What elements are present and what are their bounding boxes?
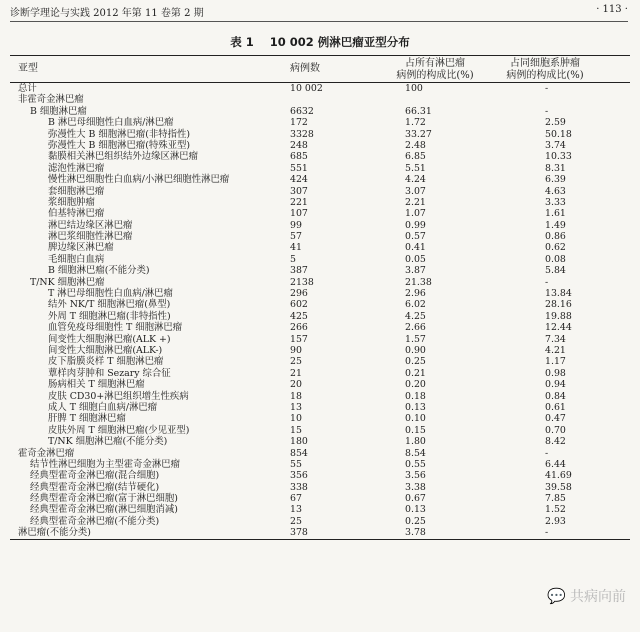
- table-row: [10, 345, 630, 356]
- cell-pct-all: 0.20: [405, 379, 426, 391]
- cell-pct-all: 0.13: [405, 401, 426, 413]
- cell-cases: 55: [290, 458, 302, 470]
- row-label: 经典型霍奇金淋巴瘤(淋巴细胞消减): [30, 504, 178, 516]
- cell-cases: 10 002: [290, 83, 323, 94]
- cell-pct-same: 0.86: [545, 231, 566, 243]
- cell-cases: 378: [290, 527, 308, 539]
- table-row: [10, 254, 630, 265]
- header-pct-all: 占所有淋巴瘤 病例的构成比(%): [396, 58, 474, 81]
- row-label: 套细胞淋巴瘤: [48, 185, 105, 197]
- table-row: [10, 402, 630, 413]
- cell-pct-same: 8.42: [545, 436, 566, 448]
- cell-pct-all: 100: [405, 83, 423, 94]
- table-row: [10, 448, 630, 459]
- table-row: [10, 299, 630, 310]
- cell-cases: 356: [290, 470, 308, 482]
- row-label: 外周 T 细胞淋巴瘤(非特指性): [48, 310, 171, 322]
- table-row: [10, 277, 630, 288]
- table-title: [0, 34, 640, 50]
- cell-cases: 90: [290, 344, 302, 356]
- table-row: [10, 356, 630, 367]
- cell-cases: 685: [290, 151, 308, 163]
- table-number: 表 1: [230, 35, 254, 49]
- cell-pct-all: 4.25: [405, 310, 426, 322]
- cell-pct-same: 1.17: [545, 356, 566, 368]
- cell-cases: 3328: [290, 128, 314, 140]
- cell-pct-same: 0.94: [545, 379, 566, 391]
- row-label: 毛细胞白血病: [48, 253, 105, 265]
- cell-pct-same: 0.61: [545, 401, 566, 413]
- cell-cases: 157: [290, 333, 308, 345]
- row-label: 肠病相关 T 细胞淋巴瘤: [48, 379, 145, 391]
- cell-pct-same: 4.21: [545, 344, 566, 356]
- cell-pct-same: 0.47: [545, 413, 566, 425]
- header-type: 亚型: [18, 63, 38, 74]
- cell-cases: 41: [290, 242, 302, 254]
- chat-bubble-icon: 💬: [547, 587, 566, 605]
- row-label: 弥漫性大 B 细胞淋巴瘤(非特指性): [48, 128, 191, 140]
- cell-pct-all: 1.72: [405, 117, 426, 129]
- cell-pct-all: 3.87: [405, 265, 426, 277]
- table-row: [10, 470, 630, 481]
- row-label: 经典型霍奇金淋巴瘤(结节硬化): [30, 481, 160, 493]
- cell-cases: 99: [290, 219, 302, 231]
- cell-cases: 296: [290, 288, 308, 300]
- cell-pct-same: 4.63: [545, 185, 566, 197]
- table-row: [10, 493, 630, 504]
- cell-cases: 854: [290, 447, 308, 459]
- table-row: [10, 140, 630, 151]
- row-label: 结外 NK/T 细胞淋巴瘤(鼻型): [48, 299, 171, 311]
- cell-pct-same: -: [545, 105, 549, 117]
- row-label: 非霍奇金淋巴瘤: [18, 94, 84, 106]
- cell-pct-all: 33.27: [405, 128, 432, 140]
- row-label: 蕈样肉芽肿和 Sezary 综合征: [48, 367, 171, 379]
- cell-pct-same: 39.58: [545, 481, 572, 493]
- cell-pct-all: 5.51: [405, 162, 426, 174]
- row-label: T/NK 细胞淋巴瘤(不能分类): [48, 436, 168, 448]
- table-row: [10, 322, 630, 333]
- table-row: [10, 129, 630, 140]
- row-label: T 淋巴母细胞性白血病/淋巴瘤: [48, 288, 173, 300]
- cell-cases: 67: [290, 493, 302, 505]
- table-row: [10, 151, 630, 162]
- cell-pct-all: 4.24: [405, 174, 426, 186]
- cell-cases: 307: [290, 185, 308, 197]
- cell-pct-same: 41.69: [545, 470, 572, 482]
- cell-cases: 338: [290, 481, 308, 493]
- table-row: [10, 197, 630, 208]
- cell-pct-all: 3.56: [405, 470, 426, 482]
- cell-pct-same: 0.84: [545, 390, 566, 402]
- row-label: T/NK 细胞淋巴瘤: [30, 276, 105, 288]
- cell-pct-all: 66.31: [405, 105, 432, 117]
- cell-pct-same: 6.39: [545, 174, 566, 186]
- table-row: [10, 163, 630, 174]
- cell-pct-same: 6.44: [545, 458, 566, 470]
- cell-pct-same: -: [545, 447, 549, 459]
- running-head: [10, 4, 628, 22]
- cell-pct-same: 0.70: [545, 424, 566, 436]
- header-cases: 病例数: [290, 63, 320, 74]
- row-label: 皮肤外周 T 细胞淋巴瘤(少见亚型): [48, 424, 190, 436]
- cell-pct-all: 8.54: [405, 447, 426, 459]
- cell-pct-same: 2.59: [545, 117, 566, 129]
- cell-pct-same: 1.61: [545, 208, 566, 220]
- cell-pct-all: 1.80: [405, 436, 426, 448]
- cell-pct-same: 10.33: [545, 151, 572, 163]
- cell-cases: 266: [290, 322, 308, 334]
- table-row: [10, 220, 630, 231]
- cell-cases: 248: [290, 139, 308, 151]
- row-label: 肝脾 T 细胞淋巴瘤: [48, 413, 126, 425]
- table-row: [10, 117, 630, 128]
- cell-pct-all: 1.57: [405, 333, 426, 345]
- cell-pct-same: 12.44: [545, 322, 572, 334]
- row-label: 经典型霍奇金淋巴瘤(不能分类): [30, 515, 160, 527]
- cell-pct-all: 2.48: [405, 139, 426, 151]
- cell-pct-same: 1.52: [545, 504, 566, 516]
- cell-pct-all: 3.07: [405, 185, 426, 197]
- cell-cases: 425: [290, 310, 308, 322]
- row-label: 经典型霍奇金淋巴瘤(富于淋巴细胞): [30, 493, 178, 505]
- cell-pct-same: 7.85: [545, 493, 566, 505]
- table-row: [10, 174, 630, 185]
- cell-pct-all: 0.90: [405, 344, 426, 356]
- table-row: [10, 413, 630, 424]
- table-row: [10, 311, 630, 322]
- table-header: [10, 56, 630, 83]
- cell-pct-same: 3.33: [545, 196, 566, 208]
- row-label: 血管免疫母细胞性 T 细胞淋巴瘤: [48, 322, 183, 334]
- table-row: [10, 288, 630, 299]
- row-label: 霍奇金淋巴瘤: [18, 447, 75, 459]
- table-row: [10, 379, 630, 390]
- cell-pct-all: 0.25: [405, 515, 426, 527]
- cell-pct-all: 6.02: [405, 299, 426, 311]
- cell-pct-all: 2.96: [405, 288, 426, 300]
- row-label: B 淋巴母细胞性白血病/淋巴瘤: [48, 117, 174, 129]
- cell-cases: 18: [290, 390, 302, 402]
- row-label: 脾边缘区淋巴瘤: [48, 242, 114, 254]
- row-label: 皮肤 CD30+淋巴组织增生性疾病: [48, 390, 189, 402]
- table-row: [10, 459, 630, 470]
- journal-info: 诊断学理论与实践 2012 年第 11 卷第 2 期: [10, 8, 204, 19]
- cell-cases: 25: [290, 515, 302, 527]
- row-label: 间变性大细胞淋巴瘤(ALK-): [48, 344, 163, 356]
- cell-cases: 10: [290, 413, 302, 425]
- cell-pct-all: 2.21: [405, 196, 426, 208]
- cell-pct-same: 7.34: [545, 333, 566, 345]
- table-row: [10, 83, 630, 94]
- cell-pct-same: 8.31: [545, 162, 566, 174]
- cell-cases: 5: [290, 253, 296, 265]
- table-row: [10, 516, 630, 527]
- table-row: [10, 504, 630, 515]
- row-label: 弥漫性大 B 细胞淋巴瘤(特殊亚型): [48, 139, 191, 151]
- cell-pct-same: 19.88: [545, 310, 572, 322]
- table-body: [10, 83, 630, 540]
- table-row: [10, 334, 630, 345]
- table-row: [10, 436, 630, 447]
- cell-pct-same: 13.84: [545, 288, 572, 300]
- cell-cases: 25: [290, 356, 302, 368]
- cell-pct-same: -: [545, 276, 549, 288]
- cell-pct-same: 28.16: [545, 299, 572, 311]
- table-row: [10, 482, 630, 493]
- cell-pct-all: 2.66: [405, 322, 426, 334]
- cell-cases: 57: [290, 231, 302, 243]
- cell-pct-all: 0.21: [405, 367, 426, 379]
- lymphoma-subtype-table: [10, 55, 630, 540]
- cell-cases: 172: [290, 117, 308, 129]
- cell-pct-all: 0.10: [405, 413, 426, 425]
- cell-pct-same: 2.93: [545, 515, 566, 527]
- table-row: [10, 231, 630, 242]
- cell-pct-same: 3.74: [545, 139, 566, 151]
- cell-cases: 424: [290, 174, 308, 186]
- row-label: 皮下脂膜炎样 T 细胞淋巴瘤: [48, 356, 164, 368]
- cell-cases: 221: [290, 196, 308, 208]
- cell-pct-all: 0.57: [405, 231, 426, 243]
- cell-cases: 20: [290, 379, 302, 391]
- cell-pct-all: 1.07: [405, 208, 426, 220]
- cell-pct-all: 0.25: [405, 356, 426, 368]
- row-label: 伯基特淋巴瘤: [48, 208, 105, 220]
- cell-cases: 107: [290, 208, 308, 220]
- cell-pct-same: 50.18: [545, 128, 572, 140]
- cell-cases: 21: [290, 367, 302, 379]
- cell-pct-same: -: [545, 527, 549, 539]
- watermark: [547, 586, 626, 606]
- row-label: 结节性淋巴细胞为主型霍奇金淋巴瘤: [30, 458, 181, 470]
- row-label: 淋巴结边缘区淋巴瘤: [48, 219, 133, 231]
- cell-pct-all: 3.38: [405, 481, 426, 493]
- cell-pct-same: 0.08: [545, 253, 566, 265]
- header-pct-same: 占同细胞系肿瘤 病例的构成比(%): [506, 58, 584, 81]
- table-row: [10, 106, 630, 117]
- table-row: [10, 391, 630, 402]
- table-row: [10, 425, 630, 436]
- cell-pct-same: 1.49: [545, 219, 566, 231]
- cell-cases: 15: [290, 424, 302, 436]
- cell-pct-all: 0.55: [405, 458, 426, 470]
- table-row: [10, 265, 630, 276]
- row-label: 浆细胞肿瘤: [48, 196, 95, 208]
- row-label: 间变性大细胞淋巴瘤(ALK +): [48, 333, 171, 345]
- cell-pct-same: 0.62: [545, 242, 566, 254]
- row-label: 滤泡性淋巴瘤: [48, 162, 105, 174]
- cell-pct-all: 0.18: [405, 390, 426, 402]
- cell-cases: 387: [290, 265, 308, 277]
- row-label: B 细胞淋巴瘤(不能分类): [48, 265, 150, 277]
- cell-cases: 13: [290, 401, 302, 413]
- row-label: 黏膜相关淋巴组织结外边缘区淋巴瘤: [48, 151, 199, 163]
- table-row: [10, 94, 630, 105]
- row-label: 淋巴浆细胞性淋巴瘤: [48, 231, 133, 243]
- table-row: [10, 242, 630, 253]
- table-row: [10, 527, 630, 539]
- cell-pct-all: 0.15: [405, 424, 426, 436]
- cell-pct-all: 0.41: [405, 242, 426, 254]
- table-row: [10, 186, 630, 197]
- table-row: [10, 368, 630, 379]
- row-label: 成人 T 细胞白血病/淋巴瘤: [48, 401, 158, 413]
- cell-pct-all: 3.78: [405, 527, 426, 539]
- row-label: 总计: [18, 83, 37, 94]
- cell-cases: 551: [290, 162, 308, 174]
- cell-cases: 13: [290, 504, 302, 516]
- page-number: · 113 ·: [596, 4, 628, 15]
- cell-pct-all: 21.38: [405, 276, 432, 288]
- cell-cases: 602: [290, 299, 308, 311]
- cell-pct-same: -: [545, 83, 549, 94]
- table-caption: 10 002 例淋巴瘤亚型分布: [269, 35, 410, 49]
- cell-pct-all: 0.67: [405, 493, 426, 505]
- table-row: [10, 208, 630, 219]
- cell-cases: 180: [290, 436, 308, 448]
- cell-cases: 2138: [290, 276, 314, 288]
- row-label: B 细胞淋巴瘤: [30, 105, 87, 117]
- cell-pct-all: 6.85: [405, 151, 426, 163]
- row-label: 淋巴瘤(不能分类): [18, 527, 91, 539]
- cell-pct-all: 0.05: [405, 253, 426, 265]
- cell-cases: 6632: [290, 105, 314, 117]
- cell-pct-same: 5.84: [545, 265, 566, 277]
- row-label: 经典型霍奇金淋巴瘤(混合细胞): [30, 470, 160, 482]
- watermark-text: 共病向前: [570, 589, 626, 605]
- cell-pct-all: 0.99: [405, 219, 426, 231]
- cell-pct-same: 0.98: [545, 367, 566, 379]
- cell-pct-all: 0.13: [405, 504, 426, 516]
- row-label: 慢性淋巴细胞性白血病/小淋巴细胞性淋巴瘤: [48, 174, 230, 186]
